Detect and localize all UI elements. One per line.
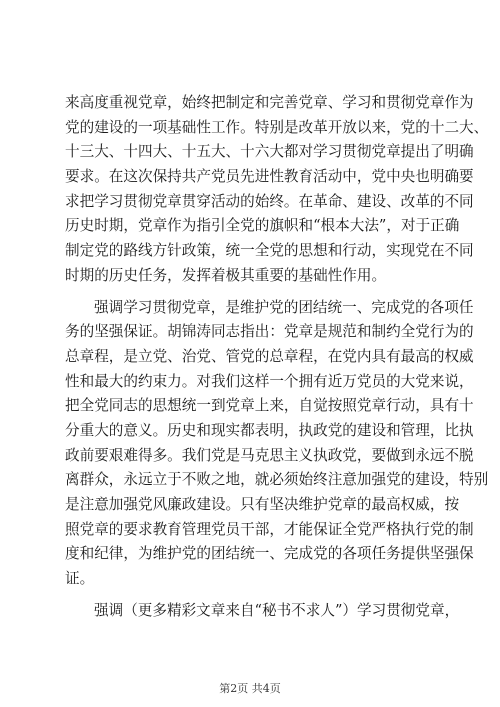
text-line: 强调（更多精彩文章来自“秘书不求人”）学习贯彻党章， bbox=[94, 601, 460, 619]
text-line: 度和纪律，为维护党的团结统一、完成党的各项任务提供坚强保 bbox=[65, 545, 474, 563]
text-line: 要求。在这次保持共产党员先进性教育活动中，党中央也明确要 bbox=[65, 168, 474, 186]
text-line: 时期的历史任务，发挥着极其重要的基础性作用。 bbox=[65, 266, 387, 284]
text-line: 求把学习贯彻党章贯穿活动的始终。在革命、建设、改革的不同 bbox=[65, 192, 474, 210]
paragraph-1 bbox=[65, 91, 489, 289]
text-line: 把全党同志的思想统一到党章上来，自觉按照党章行动，具有十 bbox=[65, 397, 474, 415]
text-line: 来高度重视党章，始终把制定和完善党章、学习和贯彻党章作为 bbox=[65, 94, 474, 111]
text-line: 历史时期，党章作为指引全党的旗帜和“根本大法”，对于正确 bbox=[65, 217, 460, 235]
text-line: 强调学习贯彻党章，是维护党的团结统一、完成党的各项任 bbox=[94, 298, 474, 316]
text-line: 照党章的要求教育管理党员干部，才能保证全党严格执行党的制 bbox=[65, 520, 474, 538]
text-line: 离群众，永远立于不败之地，就必须始终注意加强党的建设，特别 bbox=[65, 471, 489, 489]
text-line: 务的坚强保证。胡锦涛同志指出：党章是规范和制约全党行为的 bbox=[65, 323, 474, 341]
text-line: 是注意加强党风廉政建设。只有坚决维护党章的最高权威，按 bbox=[65, 496, 460, 513]
text-line: 政前要艰难得多。我们党是马克思主义执政党，要做到永远不脱 bbox=[65, 446, 474, 464]
paragraph-2 bbox=[65, 296, 489, 592]
text-line: 党的建设的一项基础性工作。特别是改革开放以来，党的十二大、 bbox=[65, 118, 489, 136]
text-line: 性和最大的约束力。对我们这样一个拥有近万党员的大党来说， bbox=[65, 372, 474, 390]
document-body bbox=[65, 91, 489, 623]
paragraph-3 bbox=[65, 599, 460, 624]
text-line: 证。 bbox=[65, 570, 95, 588]
text-line: 分重大的意义。历史和现实都表明，执政党的建设和管理，比执 bbox=[65, 421, 474, 439]
page-number-footer: 第2页 共4页 bbox=[219, 682, 281, 695]
text-line: 制定党的路线方针政策，统一全党的思想和行动，实现党在不同 bbox=[65, 242, 474, 260]
text-line: 总章程，是立党、治党、管党的总章程，在党内具有最高的权威 bbox=[65, 347, 474, 365]
text-line: 十三大、十四大、十五大、十六大都对学习贯彻党章提出了明确 bbox=[65, 143, 474, 161]
